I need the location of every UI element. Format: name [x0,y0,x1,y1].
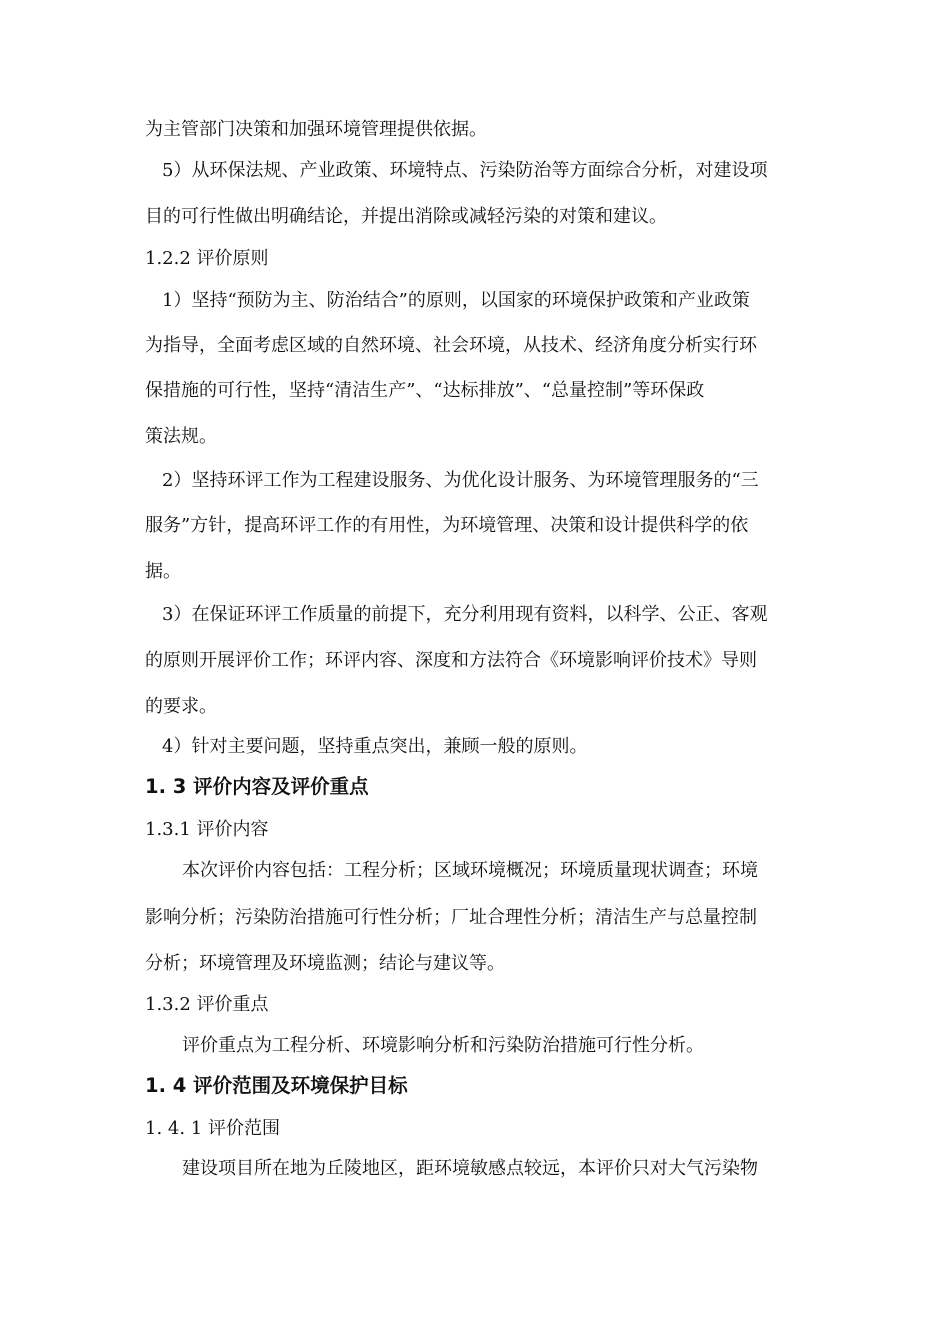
paragraph-line: 服务”方针，提高环评工作的有用性，为环境管理、决策和设计提供科学的依 [145,515,749,536]
paragraph-line: 策法规。 [145,426,217,447]
paragraph-line: 的原则开展评价工作；环评内容、深度和方法符合《环境影响评价技术》导则 [145,650,757,671]
paragraph-line: 目的可行性做出明确结论，并提出消除或减轻污染的对策和建议。 [145,206,667,227]
paragraph-line: 影响分析；污染防治措施可行性分析；厂址合理性分析；清洁生产与总量控制 [145,907,757,928]
paragraph-line: 本次评价内容包括：工程分析；区域环境概况；环境质量现状调查；环境 [182,860,758,881]
paragraph-line: 2）坚持环评工作为工程建设服务、为优化设计服务、为环境管理服务的“三 [162,470,759,491]
subsection-heading: 1.3.1 评价内容 [145,819,269,840]
subsection-heading: 1. 4. 1 评价范围 [145,1118,280,1139]
subsection-heading: 1.2.2 评价原则 [145,248,269,269]
section-heading: 1. 4 评价范围及环境保护目标 [145,1074,408,1097]
paragraph-line: 分析；环境管理及环境监测；结论与建议等。 [145,953,505,974]
paragraph-line: 建设项目所在地为丘陵地区，距环境敏感点较远，本评价只对大气污染物 [182,1158,758,1179]
paragraph-line: 为主管部门决策和加强环境管理提供依据。 [145,119,487,140]
paragraph-line: 评价重点为工程分析、环境影响分析和污染防治措施可行性分析。 [182,1035,704,1056]
subsection-heading: 1.3.2 评价重点 [145,994,269,1015]
paragraph-line: 3）在保证环评工作质量的前提下，充分利用现有资料，以科学、公正、客观 [162,604,768,625]
paragraph-line: 保措施的可行性，坚持“清洁生产”、“达标排放”、“总量控制”等环保政 [145,380,705,401]
paragraph-line: 1）坚持“预防为主、防治结合”的原则，以国家的环境保护政策和产业政策 [162,290,750,311]
paragraph-line: 据。 [145,561,181,582]
paragraph-line: 5）从环保法规、产业政策、环境特点、污染防治等方面综合分析，对建设项 [162,160,768,181]
paragraph-line: 4）针对主要问题，坚持重点突出，兼顾一般的原则。 [162,736,588,757]
paragraph-line: 的要求。 [145,696,217,717]
paragraph-line: 为指导，全面考虑区域的自然环境、社会环境，从技术、经济角度分析实行环 [145,335,757,356]
section-heading: 1. 3 评价内容及评价重点 [145,775,369,798]
